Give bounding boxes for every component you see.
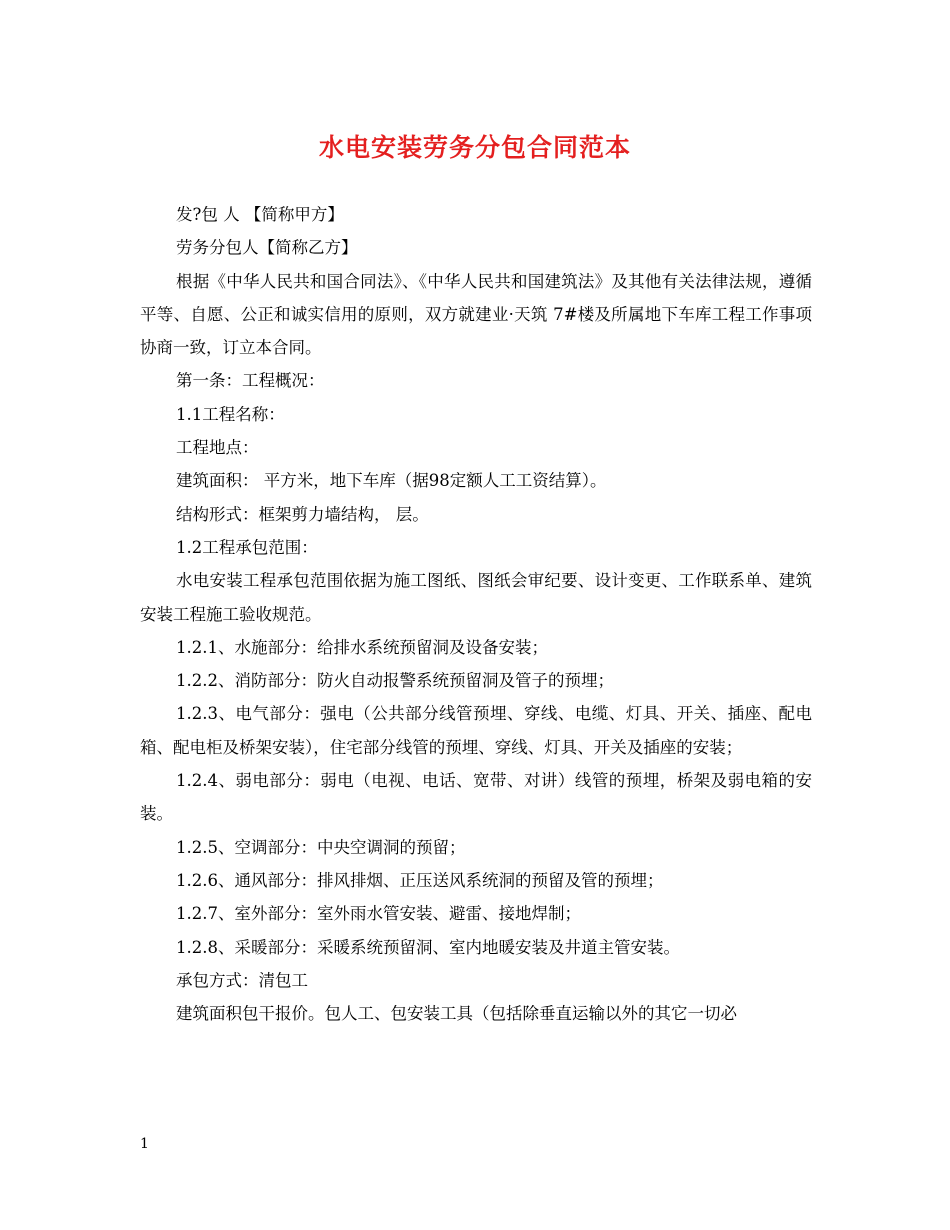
paragraph-preamble: 根据《中华人民共和国合同法》、《中华人民共和国建筑法》及其他有关法律法规，遵循平等、自愿、公正和诚实信用的原则，双方就建业·天筑 7#楼及所属地下车库工程工作事项协商一致，订立本合同。: [140, 271, 812, 358]
paragraph-scope-water: 1.2.1、水施部分：给排水系统预留洞及设备安装；: [176, 637, 548, 657]
document-body: [140, 198, 812, 1030]
paragraph-scope-heading: 1.2工程承包范围：: [176, 537, 318, 557]
paragraph-scope-basis: 水电安装工程承包范围依据为施工图纸、图纸会审纪要、设计变更、工作联系单、建筑安装工程施工验收规范。: [140, 571, 812, 624]
paragraph-scope-outdoor: 1.2.7、室外部分：室外雨水管安装、避雷、接地焊制；: [176, 904, 581, 924]
paragraph-building-area: 建筑面积： 平方米，地下车库（据98定额人工工资结算）。: [176, 471, 607, 491]
paragraph-subcontractor: 劳务分包人【简称乙方】: [176, 238, 358, 258]
page-number: 1: [140, 1136, 149, 1152]
paragraph-project-name: 1.1工程名称：: [176, 404, 285, 424]
paragraph-scope-electrical: 1.2.3、电气部分：强电（公共部分线管预埋、穿线、电缆、灯具、开关、插座、配电箱、配电柜及桥架安装），住宅部分线管的预埋、穿线、灯具、开关及插座的安装；: [140, 704, 812, 757]
paragraph-scope-ventilation: 1.2.6、通风部分：排风排烟、正压送风系统洞的预留及管的预埋；: [176, 870, 664, 890]
document-title: 水电安装劳务分包合同范本: [318, 133, 631, 162]
paragraph-scope-fire: 1.2.2、消防部分：防火自动报警系统预留洞及管子的预埋；: [176, 671, 614, 691]
paragraph-pricing: 建筑面积包干报价。包人工、包安装工具（包括除垂直运输以外的其它一切必: [176, 1004, 737, 1024]
paragraph-article-1: 第一条：工程概况：: [176, 371, 325, 391]
paragraph-contract-method: 承包方式：清包工: [176, 970, 308, 990]
paragraph-structure: 结构形式：框架剪力墙结构， 层。: [176, 504, 429, 524]
paragraph-scope-heating: 1.2.8、采暖部分：采暖系统预留洞、室内地暖安装及井道主管安装。: [176, 937, 680, 957]
paragraph-scope-air-conditioning: 1.2.5、空调部分：中央空调洞的预留；: [176, 837, 466, 857]
paragraph-scope-weak-current: 1.2.4、弱电部分：弱电（电视、电话、宽带、对讲）线管的预埋，桥架及弱电箱的安装。: [140, 771, 812, 824]
paragraph-project-location: 工程地点：: [176, 438, 259, 458]
paragraph-contractor: 发?包 人 【简称甲方】: [176, 205, 344, 224]
